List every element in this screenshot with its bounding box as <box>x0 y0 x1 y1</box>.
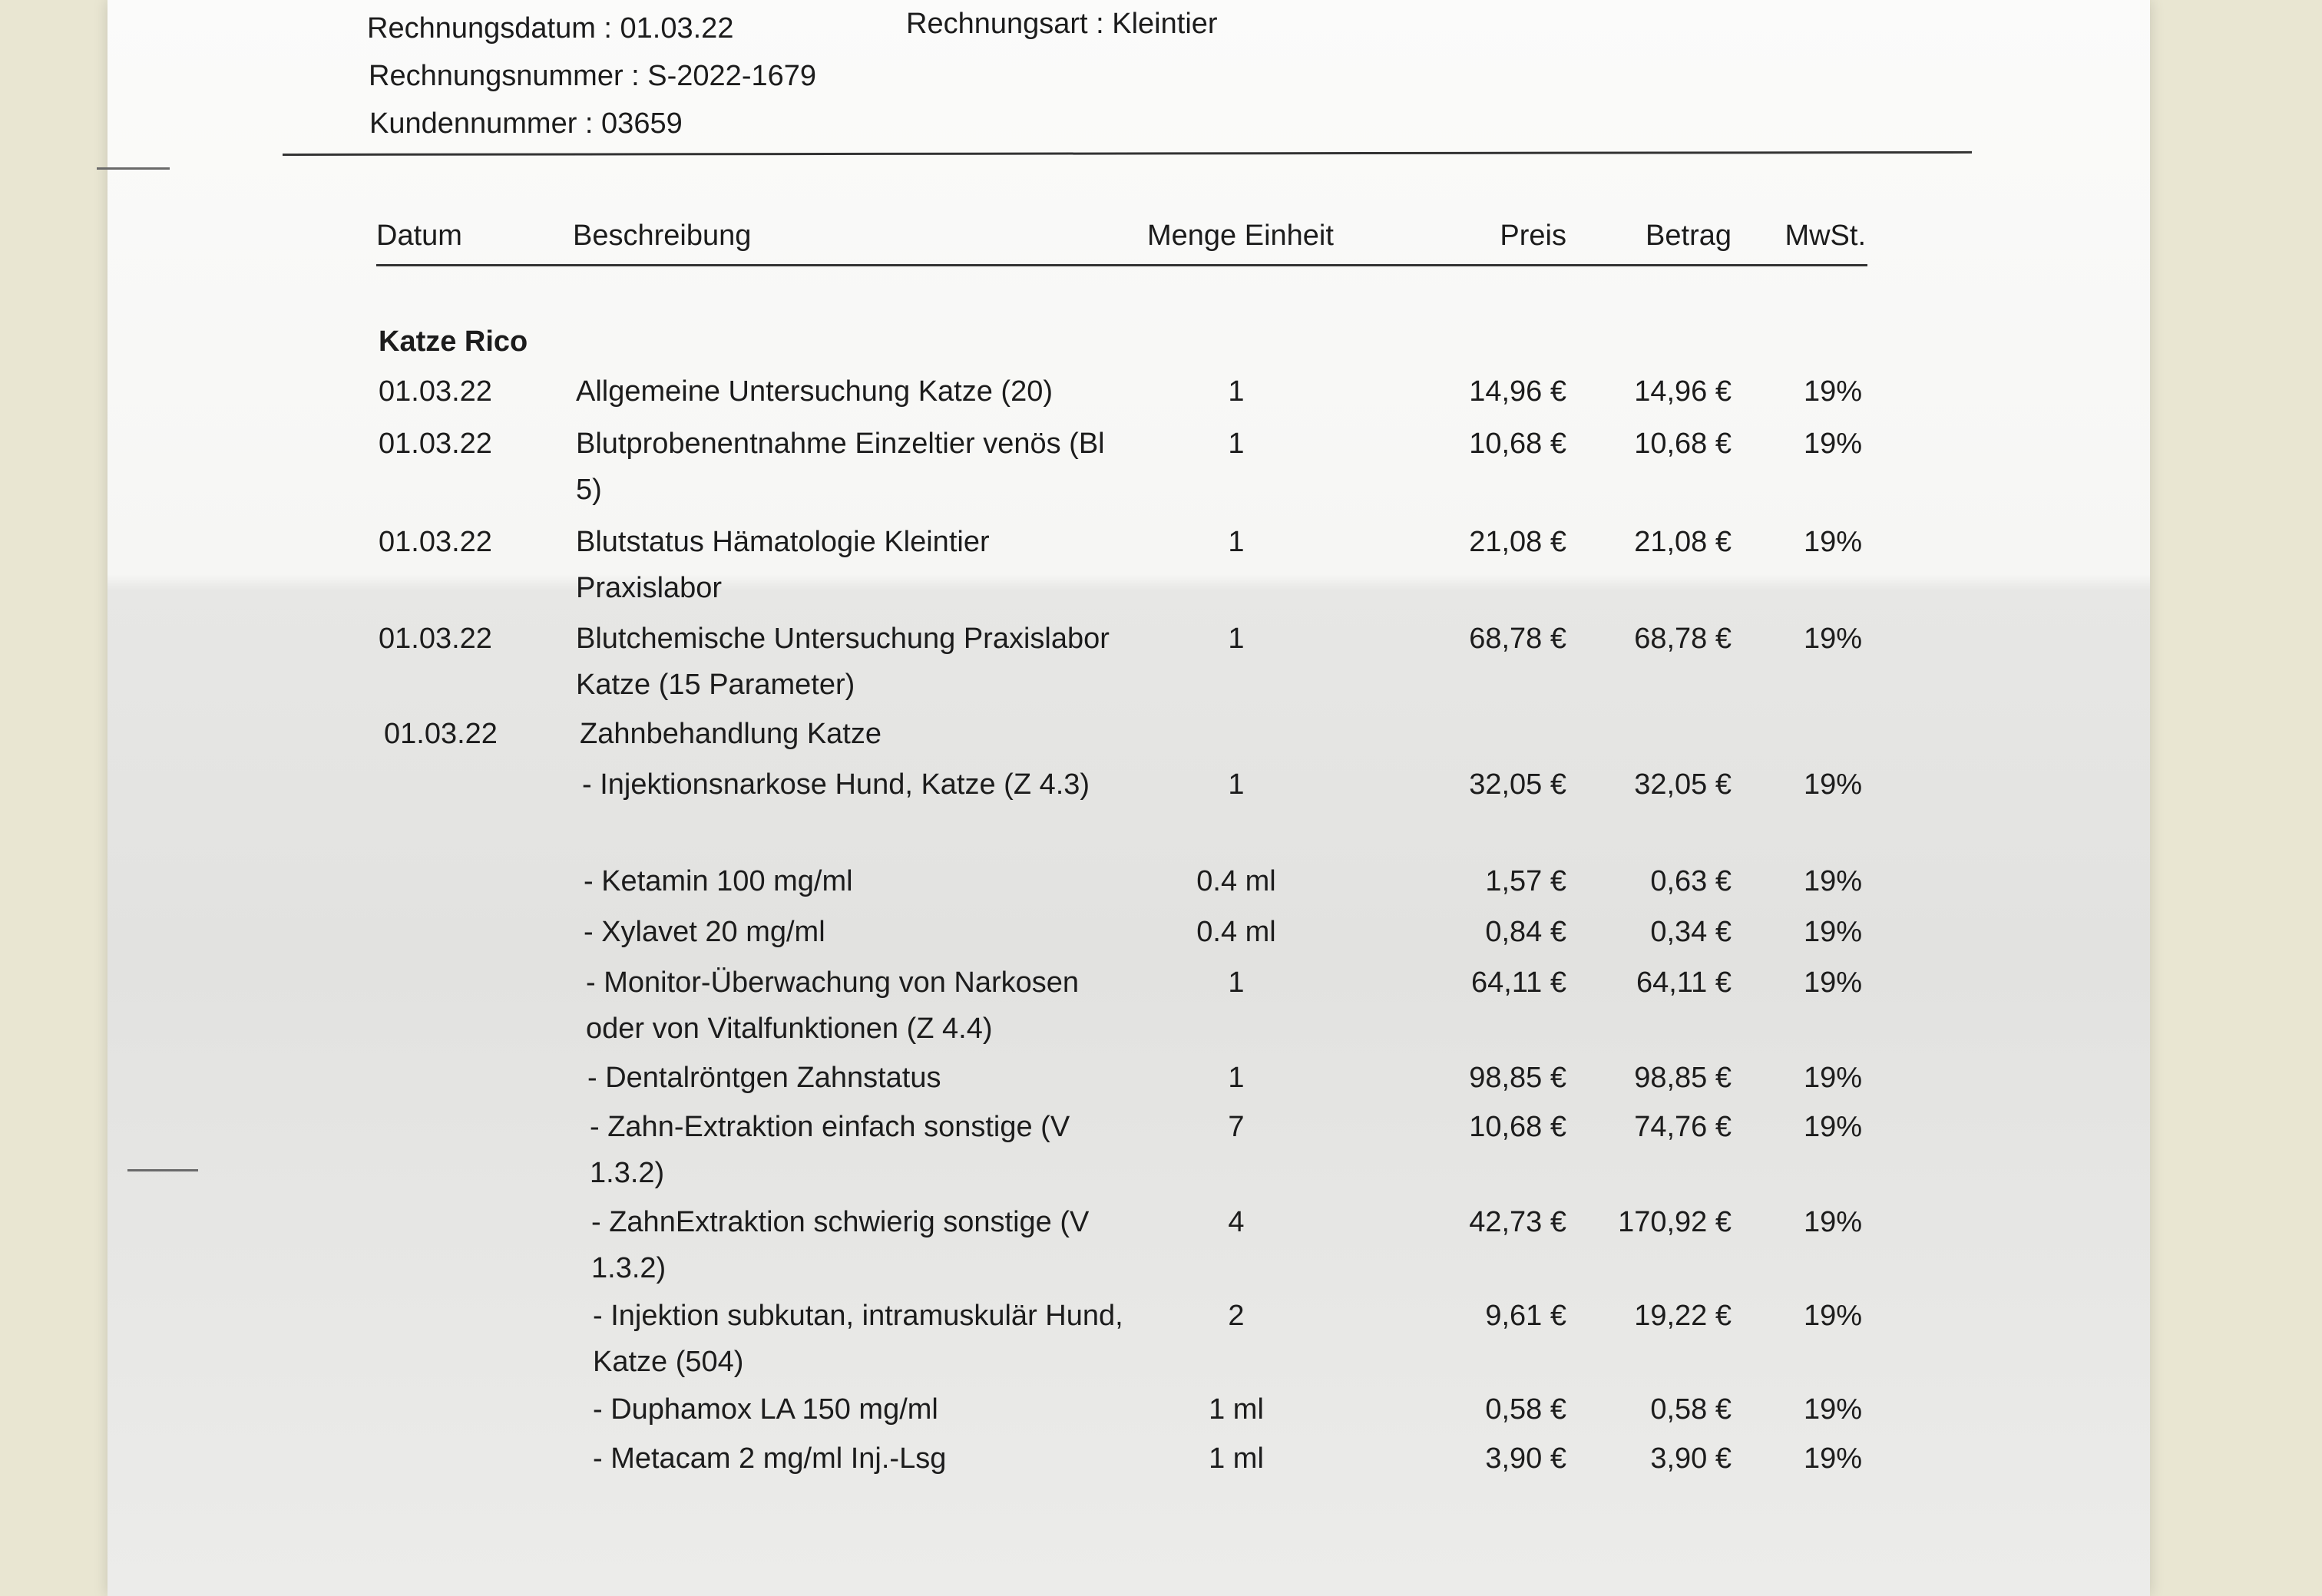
row-amount: 3,90 € <box>1650 1442 1732 1475</box>
row-quantity: 1 ml <box>1209 1393 1264 1426</box>
row-quantity: 1 ml <box>1209 1442 1264 1475</box>
row-date: 01.03.22 <box>379 526 492 558</box>
row-tax: 19% <box>1803 1442 1862 1475</box>
row-tax: 19% <box>1803 1393 1862 1426</box>
row-price: 1,57 € <box>1485 865 1566 897</box>
column-header-quantity: Menge Einheit <box>1147 220 1334 252</box>
row-description: - Xylavet 20 mg/ml <box>584 916 825 948</box>
row-amount: 0,34 € <box>1650 916 1732 948</box>
row-quantity: 7 <box>1228 1111 1245 1143</box>
row-description: - ZahnExtraktion schwierig sonstige (V 1.3.2) <box>591 1206 1090 1284</box>
row-price: 10,68 € <box>1469 428 1566 460</box>
row-description: - Duphamox LA 150 mg/ml <box>593 1393 938 1426</box>
row-description: Blutstatus Hämatologie Kleintier Praxislabor <box>576 526 990 604</box>
row-price: 14,96 € <box>1469 375 1566 408</box>
row-quantity: 1 <box>1228 1062 1245 1094</box>
row-quantity: 1 <box>1228 428 1245 460</box>
row-tax: 19% <box>1803 1062 1862 1094</box>
row-price: 10,68 € <box>1469 1111 1566 1143</box>
patient-group-title: Katze Rico <box>379 325 528 358</box>
column-header-date: Datum <box>376 220 462 252</box>
invoice-date: Rechnungsdatum : 01.03.22 <box>367 12 734 45</box>
row-price: 9,61 € <box>1485 1300 1566 1332</box>
column-header-price: Preis <box>1500 220 1566 252</box>
row-description: - Ketamin 100 mg/ml <box>584 865 853 897</box>
row-tax: 19% <box>1803 375 1862 408</box>
row-date: 01.03.22 <box>379 623 492 655</box>
row-tax: 19% <box>1803 1206 1862 1238</box>
row-description: - Monitor-Überwachung von Narkosen oder von Vitalfunktionen (Z 4.4) <box>586 967 1080 1045</box>
row-quantity: 1 <box>1228 623 1245 655</box>
column-header-amount: Betrag <box>1646 220 1732 252</box>
row-quantity: 1 <box>1228 967 1245 999</box>
row-quantity: 0.4 ml <box>1196 865 1276 897</box>
row-price: 42,73 € <box>1469 1206 1566 1238</box>
row-tax: 19% <box>1803 1111 1862 1143</box>
row-description: Zahnbehandlung Katze <box>580 718 882 750</box>
row-price: 64,11 € <box>1471 967 1566 999</box>
row-description: Blutchemische Untersuchung Praxislabor Katze (15 Parameter) <box>576 623 1110 701</box>
table-header-divider <box>376 264 1867 266</box>
row-description: - Metacam 2 mg/ml Inj.-Lsg <box>593 1442 947 1475</box>
row-price: 98,85 € <box>1469 1062 1566 1094</box>
edge-mark <box>127 1169 198 1171</box>
row-amount: 19,22 € <box>1634 1300 1732 1332</box>
row-tax: 19% <box>1803 916 1862 948</box>
row-amount: 14,96 € <box>1634 375 1732 408</box>
row-quantity: 1 <box>1228 768 1245 801</box>
row-price: 32,05 € <box>1469 768 1566 801</box>
row-tax: 19% <box>1803 623 1862 655</box>
row-price: 68,78 € <box>1469 623 1566 655</box>
row-amount: 98,85 € <box>1634 1062 1732 1094</box>
row-amount: 10,68 € <box>1634 428 1732 460</box>
row-description: Blutprobenentnahme Einzeltier venös (Bl 5) <box>576 428 1105 506</box>
row-price: 3,90 € <box>1485 1442 1566 1475</box>
row-amount: 32,05 € <box>1634 768 1732 801</box>
invoice-number: Rechnungsnummer : S-2022-1679 <box>369 60 817 92</box>
row-amount: 0,63 € <box>1650 865 1732 897</box>
row-quantity: 4 <box>1228 1206 1245 1238</box>
row-quantity: 1 <box>1228 375 1245 408</box>
row-quantity: 1 <box>1228 526 1245 558</box>
row-description: - Injektion subkutan, intramuskulär Hund, Katze (504) <box>593 1300 1123 1378</box>
row-tax: 19% <box>1803 1300 1862 1332</box>
row-tax: 19% <box>1803 526 1862 558</box>
row-amount: 74,76 € <box>1634 1111 1732 1143</box>
column-header-tax: MwSt. <box>1784 220 1866 252</box>
row-price: 21,08 € <box>1469 526 1566 558</box>
row-date: 01.03.22 <box>379 428 492 460</box>
row-quantity: 0.4 ml <box>1196 916 1276 948</box>
column-header-description: Beschreibung <box>573 220 752 252</box>
row-tax: 19% <box>1803 428 1862 460</box>
row-date: 01.03.22 <box>379 375 492 408</box>
row-tax: 19% <box>1803 768 1862 801</box>
row-price: 0,58 € <box>1485 1393 1566 1426</box>
row-amount: 21,08 € <box>1634 526 1732 558</box>
customer-number: Kundennummer : 03659 <box>369 107 683 140</box>
row-amount: 170,92 € <box>1618 1206 1732 1238</box>
row-tax: 19% <box>1803 967 1862 999</box>
edge-mark <box>97 167 170 170</box>
row-date: 01.03.22 <box>384 718 498 750</box>
row-amount: 68,78 € <box>1634 623 1732 655</box>
row-amount: 0,58 € <box>1650 1393 1732 1426</box>
row-description: - Injektionsnarkose Hund, Katze (Z 4.3) <box>582 768 1090 801</box>
row-quantity: 2 <box>1228 1300 1245 1332</box>
row-description: Allgemeine Untersuchung Katze (20) <box>576 375 1054 408</box>
row-tax: 19% <box>1803 865 1862 897</box>
row-price: 0,84 € <box>1485 916 1566 948</box>
row-description: - Dentalröntgen Zahnstatus <box>587 1062 941 1094</box>
row-description: - Zahn-Extraktion einfach sonstige (V 1.3.2) <box>590 1111 1070 1189</box>
row-amount: 64,11 € <box>1636 967 1732 999</box>
invoice-type: Rechnungsart : Kleintier <box>906 8 1218 40</box>
